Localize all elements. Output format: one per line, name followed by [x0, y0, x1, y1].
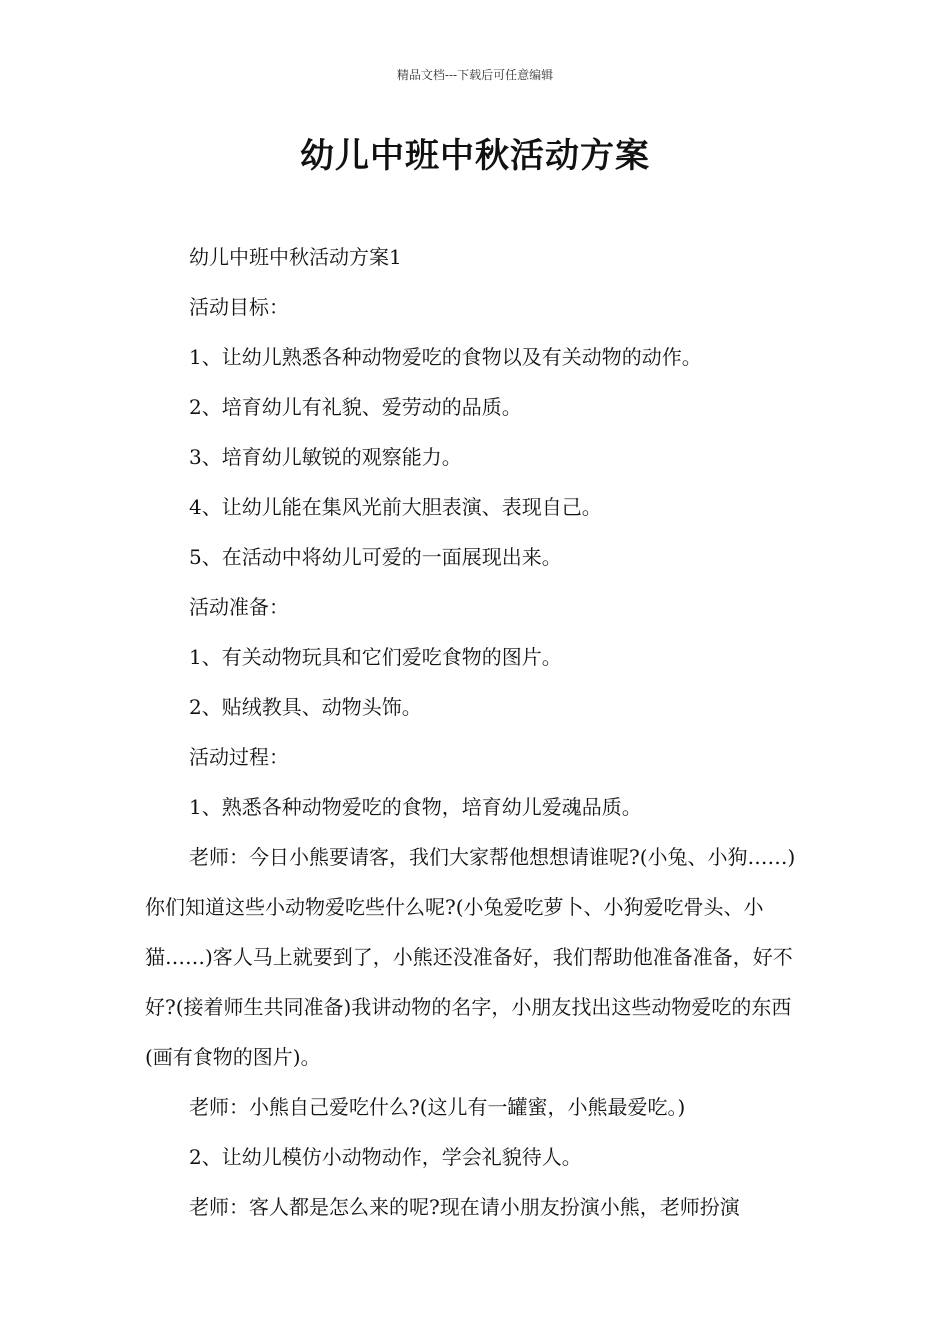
paragraph: 1、让幼儿熟悉各种动物爱吃的食物以及有关动物的动作。 [189, 345, 702, 369]
paragraph: 老师：客人都是怎么来的呢?现在请小朋友扮演小熊，老师扮演 [189, 1195, 740, 1219]
paragraph: 1、有关动物玩具和它们爱吃食物的图片。 [189, 645, 562, 669]
paragraph: 活动目标： [189, 295, 289, 319]
paragraph: 4、让幼儿能在集风光前大胆表演、表现自己。 [189, 495, 602, 519]
header-note: 精品文档---下载后可任意编辑 [396, 68, 554, 82]
paragraph: 老师：今日小熊要请客，我们大家帮他想想请谁呢?(小兔、小狗……)你们知道这些小动物爱吃些什么呢?(小兔爱吃萝卜、小狗爱吃骨头、小猫……)客人马上就要到了，小熊还没准备好，我们帮助他准备准备，好不好?(接着师生共同准备)我讲动物的名字，小朋友找出这些动物爱吃的东西(画有食物的图片)。 [145, 845, 796, 1069]
paragraph: 老师：小熊自己爱吃什么?(这儿有一罐蜜，小熊最爱吃。) [189, 1095, 686, 1119]
paragraph: 活动准备： [189, 595, 289, 619]
paragraph: 2、让幼儿模仿小动物动作，学会礼貌待人。 [189, 1145, 582, 1169]
paragraph: 活动过程： [189, 745, 289, 769]
paragraph: 1、熟悉各种动物爱吃的食物，培育幼儿爱魂品质。 [189, 795, 642, 819]
paragraph: 2、培育幼儿有礼貌、爱劳动的品质。 [189, 395, 522, 419]
paragraph: 5、在活动中将幼儿可爱的一面展现出来。 [189, 545, 562, 569]
document-body [145, 232, 810, 1232]
paragraph: 2、贴绒教具、动物头饰。 [189, 695, 422, 719]
paragraph: 3、培育幼儿敏锐的观察能力。 [189, 445, 462, 469]
section-heading: 幼儿中班中秋活动方案1 [189, 245, 402, 269]
page-title: 幼儿中班中秋活动方案 [300, 136, 650, 176]
